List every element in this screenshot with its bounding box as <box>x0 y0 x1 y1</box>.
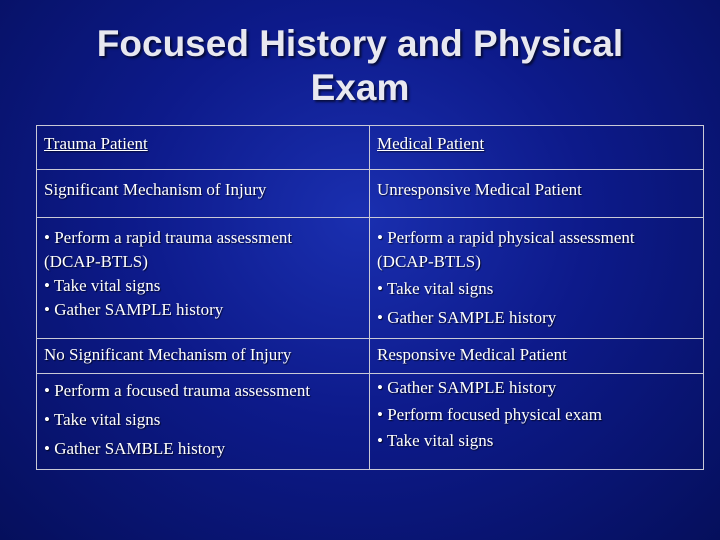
slide-title <box>0 22 720 110</box>
list-item: • Gather SAMPLE history <box>377 308 557 327</box>
list-item: • Perform a rapid trauma assessment <box>44 228 293 247</box>
unresponsive-medical-label: Unresponsive Medical Patient <box>370 170 704 218</box>
list-item: • Take vital signs <box>377 279 494 298</box>
significant-trauma-items <box>37 218 370 339</box>
nonsignificant-items-row <box>37 374 704 470</box>
significant-mechanism-label: Significant Mechanism of Injury <box>37 170 370 218</box>
list-item: • Perform a focused trauma assessment <box>44 381 311 400</box>
list-item: (DCAP-BTLS) <box>377 252 481 271</box>
list-item: • Gather SAMPLE history <box>44 300 224 319</box>
list-item: • Gather SAMBLE history <box>44 439 226 458</box>
assessment-table <box>36 125 704 470</box>
list-item: • Perform focused physical exam <box>377 405 602 424</box>
nonsignificant-trauma-items <box>37 374 370 470</box>
slide-title-line-2: Exam <box>310 67 410 108</box>
no-significant-mechanism-label: No Significant Mechanism of Injury <box>37 339 370 374</box>
list-item: • Take vital signs <box>377 431 494 450</box>
nonsignificant-label-row <box>37 339 704 374</box>
header-trauma-patient: Trauma Patient <box>44 134 148 153</box>
header-row <box>37 126 704 170</box>
slide-title-line-1: Focused History and Physical <box>96 23 624 64</box>
significant-label-row <box>37 170 704 218</box>
list-item: • Take vital signs <box>44 410 161 429</box>
list-item: • Take vital signs <box>44 276 161 295</box>
list-item: • Perform a rapid physical assessment <box>377 228 635 247</box>
significant-items-row <box>37 218 704 339</box>
header-medical-patient: Medical Patient <box>377 134 485 153</box>
header-medical-cell <box>370 126 704 170</box>
list-item: • Gather SAMPLE history <box>377 378 557 397</box>
responsive-medical-items <box>370 374 704 470</box>
responsive-medical-label: Responsive Medical Patient <box>370 339 704 374</box>
unresponsive-medical-items <box>370 218 704 339</box>
header-trauma-cell <box>37 126 370 170</box>
list-item: (DCAP-BTLS) <box>44 252 148 271</box>
